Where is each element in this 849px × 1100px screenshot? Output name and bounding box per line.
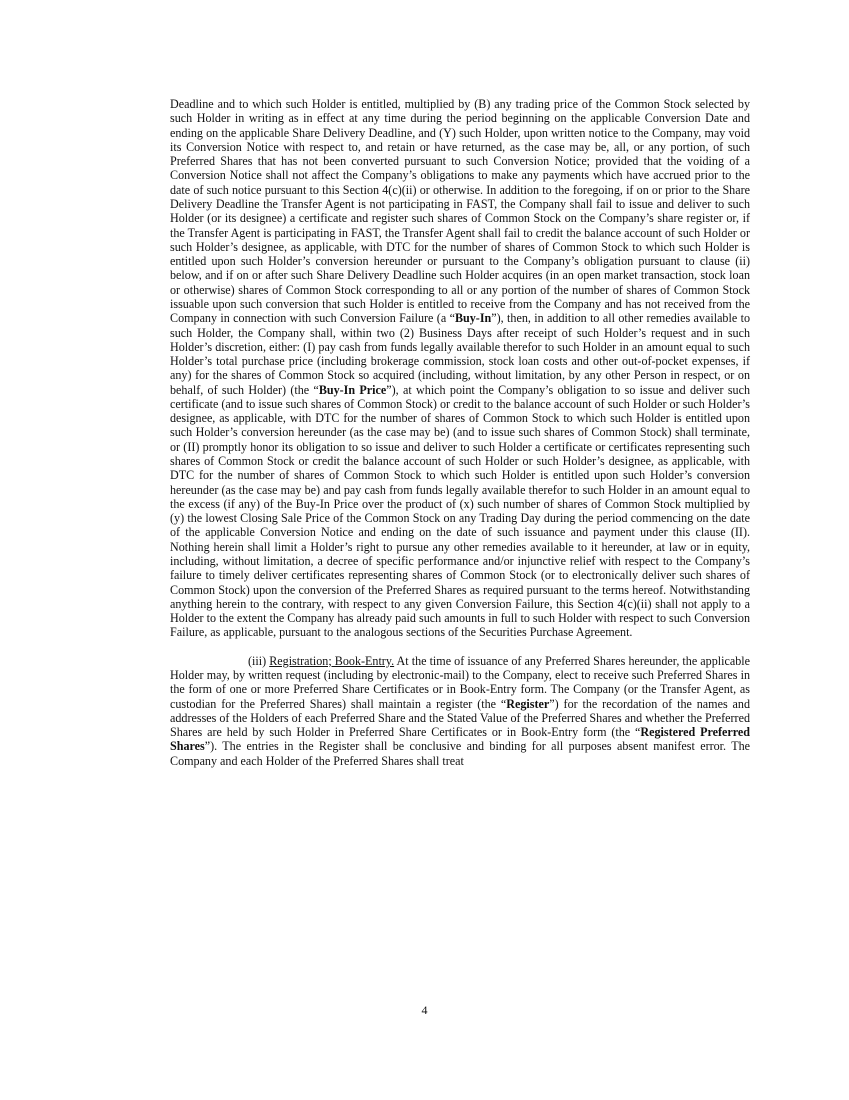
text-run: ”) for the recordation of the names and addresses of the Holders of each Preferred Share and the Stated Value of the Preferred Shares and whether the Preferred Shares are held by such Holder in Preferred Share Certificates or in Book-Entry form (the “ <box>170 696 750 740</box>
text-run: ”), at which point the Company’s obligation to so issue and deliver such certificate (and to issue such shares of Common Stock) or credit to the balance account of such Holder or such Holder’s designee, as applicable, with DTC for the number of shares of Common Stock to which such Holder is entitled upon such Holder’s conversion hereunder (as the case may be) (and to issue such shares of Common Stock) shall terminate, or (II) promptly honor its obligation to so issue and deliver to such Holder a certificate or certificates representing such shares of Common Stock or credit the balance account of such Holder or such Holder’s designee, as applicable, with DTC for the number of shares of Common Stock to which such Holder is entitled upon such Holder’s conversion hereunder (as the case may be) and pay cash from funds legally available therefor to such Holder in an amount equal to the excess (if any) of the Buy-In Price over the product of (x) such number of shares of Common Stock multiplied by (y) the lowest Closing Sale Price of the Common Stock on any Trading Day during the period commencing on the date of the applicable Conversion Notice and ending on the date of such issuance and payment under this clause (II). Nothing herein shall limit a Holder’s right to pursue any other remedies available to it hereunder, at law or in equity, including, without limitation, a decree of specific performance and/or injunctive relief with respect to the Company’s failure to timely deliver certificates representing shares of Common Stock (or to electronically deliver such shares of Common Stock) upon the conversion of the Preferred Shares as required pursuant to the terms hereof. Notwithstanding anything herein to the contrary, with respect to any given Conversion Failure, this Section 4(c)(ii) shall not apply to a Holder to the extent the Company has already paid such amounts in full to such Holder with respect to such Conversion Failure, as applicable, pursuant to the analogous sections of the Securities Purchase Agreement. <box>170 382 750 640</box>
text-run: ”). The entries in the Register shall be conclusive and binding for all purposes absent manifest error. The Company and each Holder of the Preferred Shares shall treat <box>170 739 750 768</box>
text-run: At the time of issuance of any Preferred Shares hereunder, the applicable Holder may, by written request (including by electronic-mail) to the Company, elect to receive such Preferred Shares in the form of one or more Preferred Share Certificates or in Book-Entry form. The Company (or the Transfer Agent, as custodian for the Preferred Shares) shall maintain a register (the “ <box>170 653 750 711</box>
section-heading: Registration; Book-Entry. <box>269 653 395 668</box>
document-body <box>170 97 750 768</box>
page-number: 4 <box>421 1003 428 1017</box>
section-number: (iii) <box>248 653 270 668</box>
paragraph-registration <box>170 654 750 768</box>
text-run: ”), then, in addition to all other remedies available to such Holder, the Company shall, within two (2) Business Days after receipt of such Holder’s request and in such Holder’s discretion, either: (I) pay cash from funds legally available therefor to such Holder in an amount equal to such Holder’s total purchase price (including brokerage commission, stock loan costs and other out-of-pocket expenses, if any) for the shares of Common Stock so acquired (including, without limitation, by any other Person in respect, or on behalf, of such Holder) (the “ <box>170 311 750 397</box>
text-run: Deadline and to which such Holder is entitled, multiplied by (B) any trading price of the Common Stock selected by such Holder in writing as in effect at any time during the period beginning on the applicable Conversion Date and ending on the applicable Share Delivery Deadline, and (Y) such Holder, upon written notice to the Company, may void its Conversion Notice with respect to, and retain or have returned, as the case may be, all, or any portion, of such Preferred Shares that has not been converted pursuant to such Conversion Notice; provided that the voiding of a Conversion Notice shall not affect the Company’s obligations to make any payments which have accrued prior to the date of such notice pursuant to this Section 4(c)(ii) or otherwise. In addition to the foregoing, if on or prior to the Share Delivery Deadline the Transfer Agent is not participating in FAST, the Company shall fail to issue and deliver to such Holder (or its designee) a certificate and register such shares of Common Stock on the Company’s share register or, if the Transfer Agent is participating in FAST, the Transfer Agent shall fail to credit the balance account of such Holder or such Holder’s designee, as applicable, with DTC for the number of shares of Common Stock to which such Holder is entitled upon such Holder’s conversion hereunder or pursuant to the Company’s obligation pursuant to clause (ii) below, and if on or after such Share Delivery Deadline such Holder acquires (in an open market transaction, stock loan or otherwise) shares of Common Stock corresponding to all or any portion of the number of shares of Common Stock issuable upon such conversion that such Holder is entitled to receive from the Company and has not received from the Company in connection with such Conversion Failure (a “ <box>170 97 750 326</box>
defined-term-buy-in-price: Buy-In Price <box>318 382 387 397</box>
defined-term-buy-in: Buy-In <box>454 311 492 326</box>
paragraph-conversion-failure <box>170 97 750 640</box>
defined-term-register: Register <box>506 696 550 711</box>
defined-term-registered-preferred-shares: Registered Preferred Shares <box>170 725 750 754</box>
